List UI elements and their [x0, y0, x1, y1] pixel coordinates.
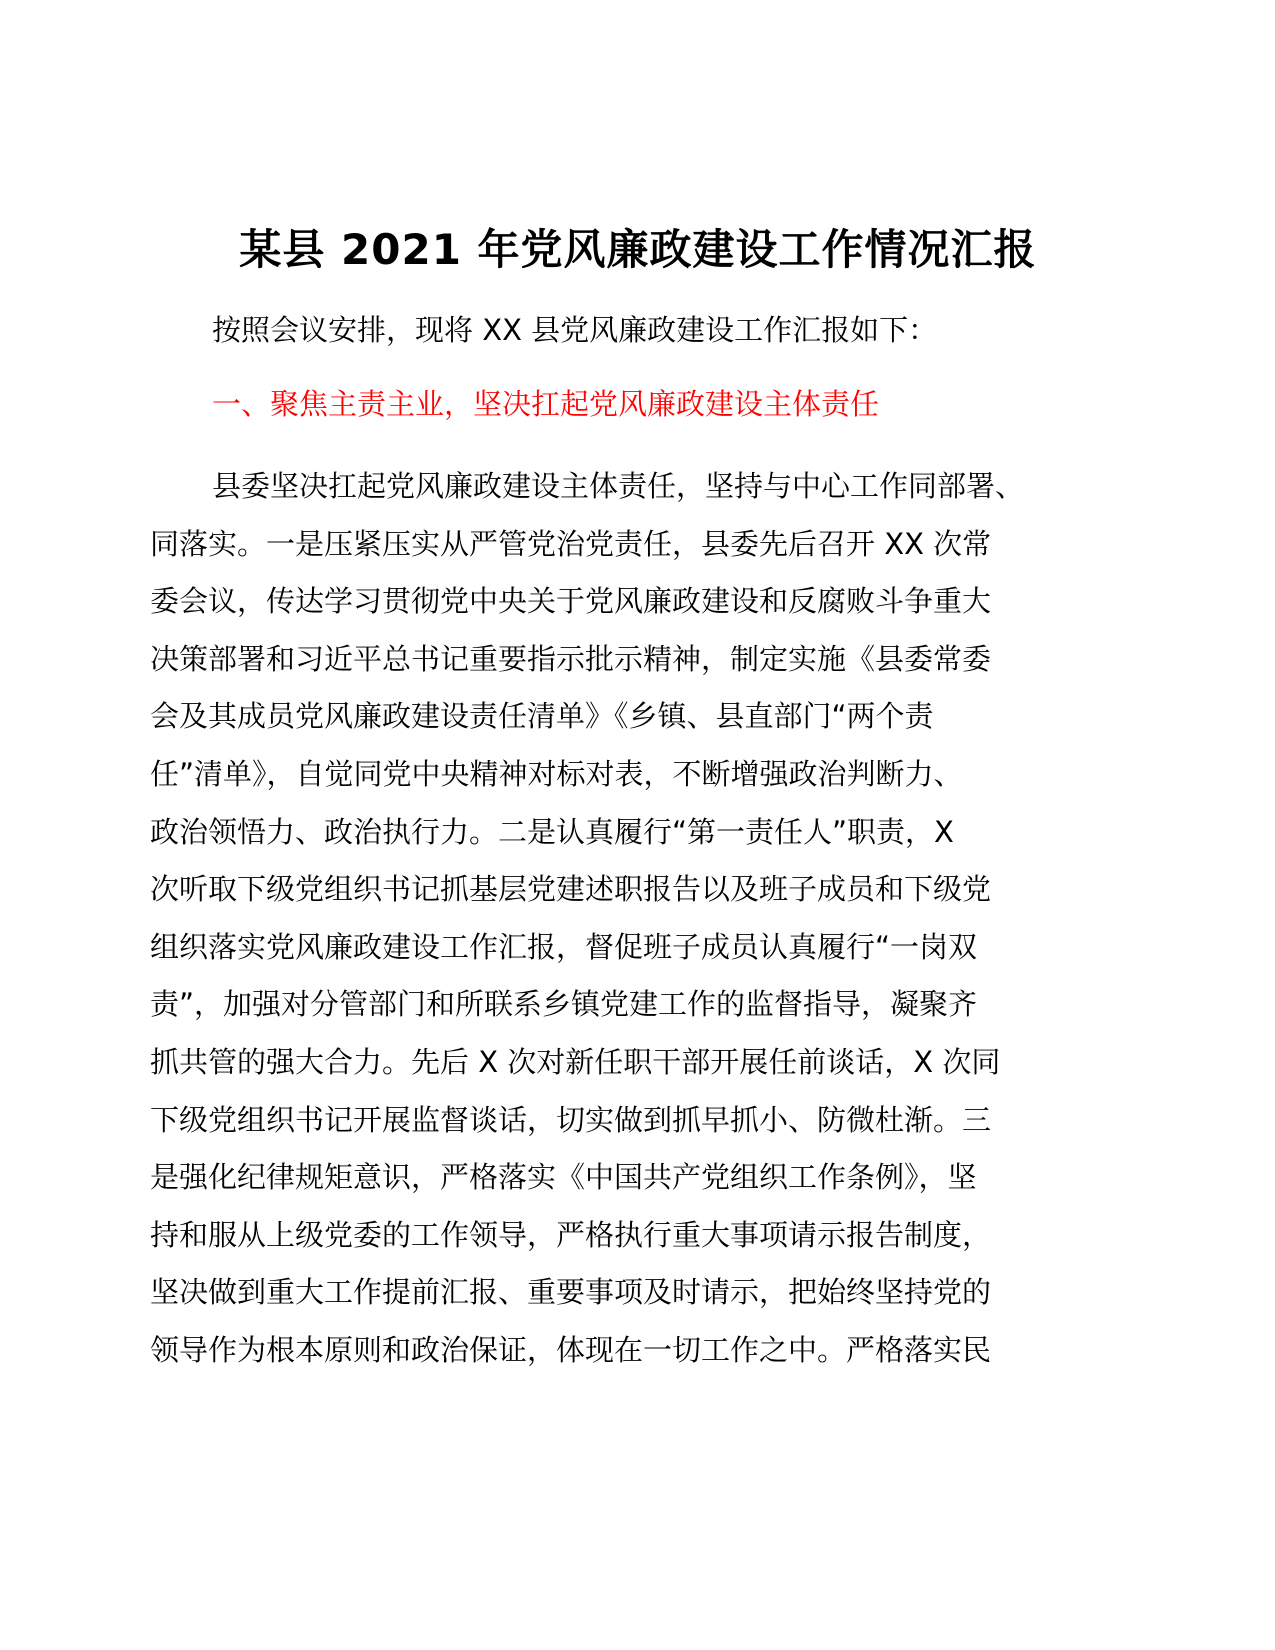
body-line: 持和服从上级党委的工作领导，严格执行重大事项请示报告制度，: [150, 1217, 992, 1252]
body-line: 责”，加强对分管部门和所联系乡镇党建工作的监督指导，凝聚齐: [150, 987, 978, 1022]
body-line: 抓共管的强大合力。先后 X 次对新任职干部开展任前谈话，X 次同: [150, 1044, 1001, 1079]
body-line: 政治领悟力、政治执行力。二是认真履行“第一责任人”职责，X: [150, 814, 954, 849]
body-line: 同落实。一是压紧压实从严管党治党责任，县委先后召开 XX 次常: [150, 526, 992, 561]
body-line: 下级党组织书记开展监督谈话，切实做到抓早抓小、防微杜渐。三: [150, 1102, 992, 1137]
body-line: 县委坚决扛起党风廉政建设主体责任，坚持与中心工作同部署、: [212, 469, 1025, 503]
body-line: 决策部署和习近平总书记重要指示批示精神，制定实施《县委常委: [150, 641, 992, 676]
body-line: 组织落实党风廉政建设工作汇报，督促班子成员认真履行“一岗双: [150, 929, 978, 964]
body-line: 次听取下级党组织书记抓基层党建述职报告以及班子成员和下级党: [150, 872, 992, 907]
body-paragraph: [150, 458, 1090, 1380]
section-heading: 一、聚焦主责主业，坚决扛起党风廉政建设主体责任: [212, 387, 880, 421]
intro-paragraph: 按照会议安排，现将 XX 县党风廉政建设工作汇报如下：: [212, 313, 938, 347]
body-line: 会及其成员党风廉政建设责任清单》《乡镇、县直部门“两个责: [150, 699, 934, 734]
body-line: 坚决做到重大工作提前汇报、重要事项及时请示，把始终坚持党的: [150, 1275, 992, 1310]
body-line: 任”清单》，自觉同党中央精神对标对表，不断增强政治判断力、: [150, 756, 963, 791]
body-line: 是强化纪律规矩意识，严格落实《中国共产党组织工作条例》，坚: [150, 1160, 977, 1195]
body-line: 委会议，传达学习贯彻党中央关于党风廉政建设和反腐败斗争重大: [150, 584, 992, 619]
body-line: 领导作为根本原则和政治保证，体现在一切工作之中。严格落实民: [150, 1332, 992, 1367]
document-title: 某县 2021 年党风廉政建设工作情况汇报: [239, 225, 1037, 274]
